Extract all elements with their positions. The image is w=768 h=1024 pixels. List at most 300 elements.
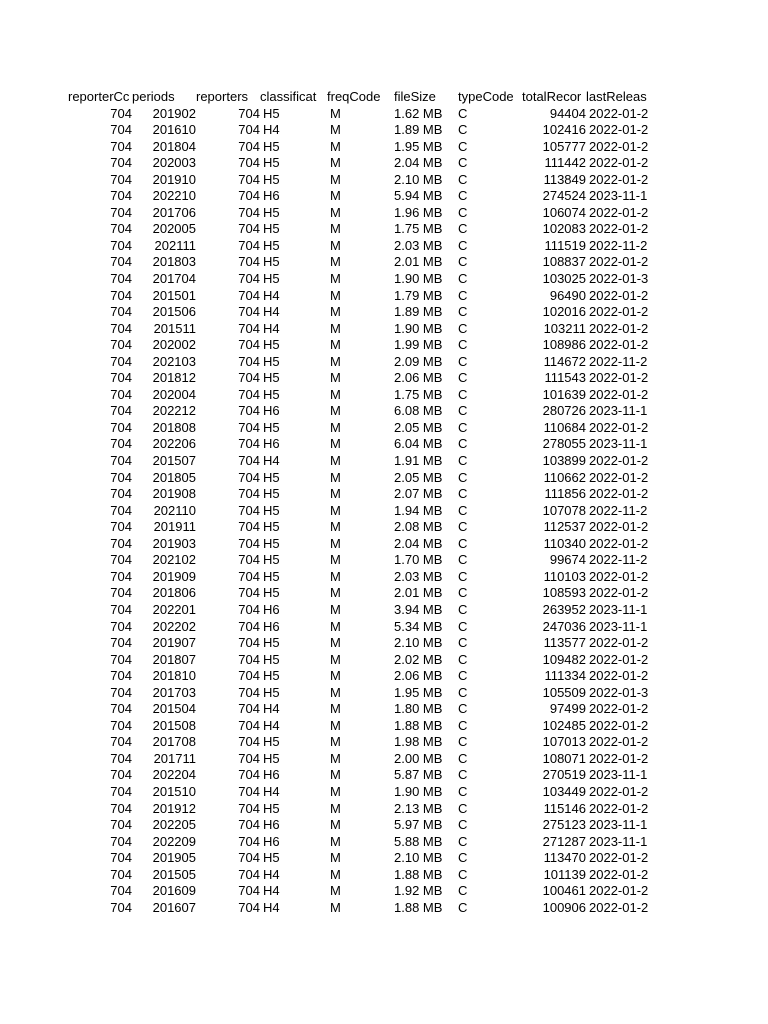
cell-period: 202004 <box>152 386 196 402</box>
cell-lastrelease: 2022-01-2 <box>589 419 649 435</box>
cell-reporters: 704 <box>238 899 260 915</box>
cell-typecode: C <box>458 271 468 287</box>
cell-classification: H5 <box>263 552 280 568</box>
cell-totalrecords: 111543 <box>544 370 586 386</box>
cell-totalrecords: 103899 <box>542 453 586 469</box>
cell-filesize: 2.07 MB <box>394 486 443 502</box>
cell-classification: H4 <box>263 320 280 336</box>
table-row <box>68 668 653 685</box>
cell-lastrelease: 2022-11-2 <box>589 237 648 253</box>
cell-typecode: C <box>458 568 468 584</box>
cell-freqcode: M <box>330 204 341 220</box>
cell-period: 201506 <box>152 304 196 320</box>
cell-typecode: C <box>458 734 468 750</box>
cell-reportercode: 704 <box>110 717 132 733</box>
cell-filesize: 2.00 MB <box>394 750 443 766</box>
cell-freqcode: M <box>330 585 341 601</box>
cell-period: 201803 <box>152 254 196 270</box>
table-body <box>68 106 653 917</box>
cell-freqcode: M <box>330 188 341 204</box>
cell-reportercode: 704 <box>110 701 132 717</box>
cell-period: 201610 <box>152 122 196 138</box>
cell-freqcode: M <box>330 767 341 783</box>
cell-reporters: 704 <box>238 254 260 270</box>
table-row <box>68 106 653 123</box>
cell-classification: H5 <box>263 155 280 171</box>
cell-period: 202002 <box>152 337 196 353</box>
cell-filesize: 5.34 MB <box>394 618 443 634</box>
cell-filesize: 1.88 MB <box>394 717 443 733</box>
table-row <box>68 751 653 768</box>
cell-classification: H5 <box>263 684 280 700</box>
cell-freqcode: M <box>330 601 341 617</box>
table-row <box>68 652 653 669</box>
cell-classification: H4 <box>263 701 280 717</box>
cell-filesize: 1.98 MB <box>394 734 443 750</box>
cell-filesize: 2.01 MB <box>394 254 443 270</box>
cell-lastrelease: 2022-01-2 <box>589 469 649 485</box>
cell-classification: H5 <box>263 254 280 270</box>
cell-typecode: C <box>458 419 468 435</box>
header-reportercode: reporterCc <box>68 89 130 104</box>
cell-classification: H6 <box>263 601 280 617</box>
cell-reporters: 704 <box>238 552 260 568</box>
cell-classification: H4 <box>263 783 280 799</box>
cell-lastrelease: 2022-01-2 <box>589 701 649 717</box>
cell-classification: H5 <box>263 734 280 750</box>
cell-reportercode: 704 <box>110 287 132 303</box>
table-row <box>68 172 653 189</box>
header-totalrecords: totalRecor <box>522 89 582 104</box>
cell-reporters: 704 <box>238 833 260 849</box>
cell-period: 202005 <box>152 221 196 237</box>
cell-filesize: 1.80 MB <box>394 701 443 717</box>
cell-lastrelease: 2022-01-2 <box>589 585 649 601</box>
table-row <box>68 519 653 536</box>
cell-freqcode: M <box>330 701 341 717</box>
cell-typecode: C <box>458 585 468 601</box>
cell-filesize: 6.04 MB <box>394 436 443 452</box>
cell-freqcode: M <box>330 469 341 485</box>
cell-freqcode: M <box>330 866 341 882</box>
cell-totalrecords: 110684 <box>543 419 586 435</box>
cell-lastrelease: 2022-01-2 <box>589 204 649 220</box>
table-row <box>68 817 653 834</box>
cell-lastrelease: 2022-01-2 <box>589 453 649 469</box>
cell-totalrecords: 280726 <box>542 403 586 419</box>
table-row <box>68 585 653 602</box>
cell-lastrelease: 2022-01-2 <box>589 171 649 187</box>
cell-reporters: 704 <box>238 188 260 204</box>
cell-lastrelease: 2022-01-2 <box>589 750 649 766</box>
cell-lastrelease: 2022-01-2 <box>589 800 649 816</box>
cell-reportercode: 704 <box>110 155 132 171</box>
header-typecode: typeCode <box>458 89 514 104</box>
table-row <box>68 354 653 371</box>
cell-filesize: 1.89 MB <box>394 304 443 320</box>
cell-freqcode: M <box>330 568 341 584</box>
cell-typecode: C <box>458 850 468 866</box>
cell-filesize: 5.87 MB <box>394 767 443 783</box>
cell-classification: H5 <box>263 800 280 816</box>
cell-typecode: C <box>458 684 468 700</box>
cell-totalrecords: 111442 <box>544 155 586 171</box>
cell-filesize: 1.75 MB <box>394 386 443 402</box>
cell-period: 202201 <box>152 601 196 617</box>
cell-freqcode: M <box>330 353 341 369</box>
cell-filesize: 5.94 MB <box>394 188 443 204</box>
cell-period: 201607 <box>152 899 196 915</box>
cell-freqcode: M <box>330 899 341 915</box>
cell-totalrecords: 102016 <box>542 304 586 320</box>
cell-filesize: 6.08 MB <box>394 403 443 419</box>
table-row <box>68 867 653 884</box>
header-classification: classificat <box>260 89 317 104</box>
cell-freqcode: M <box>330 817 341 833</box>
cell-filesize: 5.97 MB <box>394 817 443 833</box>
table-row <box>68 188 653 205</box>
cell-classification: H5 <box>263 535 280 551</box>
cell-totalrecords: 110340 <box>543 535 586 551</box>
cell-typecode: C <box>458 204 468 220</box>
cell-reportercode: 704 <box>110 221 132 237</box>
cell-classification: H4 <box>263 122 280 138</box>
table-row <box>68 387 653 404</box>
cell-period: 202003 <box>152 155 196 171</box>
cell-reporters: 704 <box>238 866 260 882</box>
cell-lastrelease: 2023-11-1 <box>589 833 648 849</box>
cell-classification: H5 <box>263 171 280 187</box>
table-row <box>68 139 653 156</box>
table-row <box>68 205 653 222</box>
cell-reporters: 704 <box>238 817 260 833</box>
cell-filesize: 2.06 MB <box>394 370 443 386</box>
cell-period: 201806 <box>152 585 196 601</box>
cell-totalrecords: 114672 <box>543 353 586 369</box>
cell-typecode: C <box>458 866 468 882</box>
cell-totalrecords: 275123 <box>542 817 586 833</box>
table-row <box>68 602 653 619</box>
cell-totalrecords: 105777 <box>542 138 586 154</box>
cell-reporters: 704 <box>238 568 260 584</box>
cell-lastrelease: 2022-01-2 <box>589 320 649 336</box>
cell-reportercode: 704 <box>110 370 132 386</box>
table-row <box>68 155 653 172</box>
cell-reportercode: 704 <box>110 304 132 320</box>
cell-reporters: 704 <box>238 502 260 518</box>
cell-reportercode: 704 <box>110 353 132 369</box>
cell-classification: H6 <box>263 188 280 204</box>
cell-period: 201908 <box>152 486 196 502</box>
cell-period: 201808 <box>152 419 196 435</box>
cell-typecode: C <box>458 403 468 419</box>
cell-reporters: 704 <box>238 337 260 353</box>
cell-lastrelease: 2022-11-2 <box>589 353 648 369</box>
cell-reportercode: 704 <box>110 734 132 750</box>
table-row <box>68 122 653 139</box>
cell-totalrecords: 96490 <box>549 287 586 303</box>
cell-reportercode: 704 <box>110 552 132 568</box>
cell-lastrelease: 2023-11-1 <box>589 817 648 833</box>
cell-freqcode: M <box>330 535 341 551</box>
cell-reportercode: 704 <box>110 138 132 154</box>
cell-typecode: C <box>458 535 468 551</box>
cell-totalrecords: 103025 <box>542 271 586 287</box>
cell-reportercode: 704 <box>110 271 132 287</box>
cell-totalrecords: 247036 <box>542 618 586 634</box>
cell-period: 201706 <box>152 204 196 220</box>
cell-classification: H5 <box>263 221 280 237</box>
cell-filesize: 1.90 MB <box>394 320 443 336</box>
cell-period: 201903 <box>152 535 196 551</box>
header-filesize: fileSize <box>394 89 436 104</box>
cell-classification: H4 <box>263 899 280 915</box>
cell-classification: H4 <box>263 304 280 320</box>
cell-period: 202103 <box>152 353 196 369</box>
cell-reporters: 704 <box>238 204 260 220</box>
table-row <box>68 420 653 437</box>
cell-typecode: C <box>458 750 468 766</box>
cell-typecode: C <box>458 800 468 816</box>
cell-typecode: C <box>458 783 468 799</box>
cell-freqcode: M <box>330 717 341 733</box>
cell-classification: H6 <box>263 767 280 783</box>
cell-totalrecords: 99674 <box>549 552 586 568</box>
cell-lastrelease: 2022-01-2 <box>589 519 649 535</box>
cell-totalrecords: 102416 <box>542 122 586 138</box>
cell-typecode: C <box>458 833 468 849</box>
table-row <box>68 321 653 338</box>
table-row <box>68 436 653 453</box>
cell-totalrecords: 107078 <box>542 502 586 518</box>
cell-lastrelease: 2022-01-3 <box>589 271 649 287</box>
cell-reportercode: 704 <box>110 502 132 518</box>
cell-reporters: 704 <box>238 353 260 369</box>
header-lastrelease: lastReleas <box>586 89 647 104</box>
cell-totalrecords: 108837 <box>542 254 586 270</box>
cell-typecode: C <box>458 436 468 452</box>
cell-totalrecords: 97499 <box>549 701 586 717</box>
cell-totalrecords: 94404 <box>549 105 586 121</box>
cell-typecode: C <box>458 635 468 651</box>
cell-period: 201810 <box>152 668 196 684</box>
cell-reportercode: 704 <box>110 436 132 452</box>
cell-filesize: 2.04 MB <box>394 535 443 551</box>
cell-classification: H4 <box>263 866 280 882</box>
cell-period: 202206 <box>152 436 196 452</box>
cell-typecode: C <box>458 519 468 535</box>
cell-reporters: 704 <box>238 122 260 138</box>
table-row <box>68 403 653 420</box>
cell-filesize: 2.01 MB <box>394 585 443 601</box>
cell-reporters: 704 <box>238 601 260 617</box>
cell-totalrecords: 102083 <box>542 221 586 237</box>
cell-reportercode: 704 <box>110 237 132 253</box>
cell-reporters: 704 <box>238 386 260 402</box>
cell-totalrecords: 110662 <box>543 469 586 485</box>
cell-reportercode: 704 <box>110 486 132 502</box>
cell-filesize: 1.62 MB <box>394 105 443 121</box>
cell-reporters: 704 <box>238 783 260 799</box>
cell-period: 201511 <box>153 320 196 336</box>
cell-period: 202212 <box>152 403 196 419</box>
cell-classification: H5 <box>263 469 280 485</box>
cell-lastrelease: 2022-01-2 <box>589 105 649 121</box>
cell-lastrelease: 2022-01-2 <box>589 568 649 584</box>
cell-typecode: C <box>458 221 468 237</box>
cell-totalrecords: 111856 <box>544 486 586 502</box>
cell-classification: H6 <box>263 403 280 419</box>
cell-classification: H5 <box>263 486 280 502</box>
cell-lastrelease: 2022-01-2 <box>589 287 649 303</box>
cell-reportercode: 704 <box>110 800 132 816</box>
table-row <box>68 254 653 271</box>
cell-typecode: C <box>458 817 468 833</box>
cell-filesize: 1.95 MB <box>394 684 443 700</box>
cell-period: 201703 <box>152 684 196 700</box>
cell-freqcode: M <box>330 436 341 452</box>
cell-filesize: 1.75 MB <box>394 221 443 237</box>
cell-reporters: 704 <box>238 585 260 601</box>
cell-period: 201507 <box>152 453 196 469</box>
cell-typecode: C <box>458 188 468 204</box>
cell-classification: H5 <box>263 502 280 518</box>
cell-typecode: C <box>458 486 468 502</box>
cell-reportercode: 704 <box>110 171 132 187</box>
cell-filesize: 2.13 MB <box>394 800 443 816</box>
cell-period: 201910 <box>152 171 196 187</box>
cell-freqcode: M <box>330 320 341 336</box>
cell-classification: H5 <box>263 204 280 220</box>
cell-period: 201907 <box>152 635 196 651</box>
cell-filesize: 1.88 MB <box>394 866 443 882</box>
cell-lastrelease: 2022-01-2 <box>589 221 649 237</box>
cell-filesize: 1.99 MB <box>394 337 443 353</box>
cell-totalrecords: 115146 <box>543 800 586 816</box>
cell-typecode: C <box>458 386 468 402</box>
cell-typecode: C <box>458 138 468 154</box>
cell-reporters: 704 <box>238 271 260 287</box>
header-periods: periods <box>132 89 175 104</box>
header-freqcode: freqCode <box>327 89 381 104</box>
cell-classification: H4 <box>263 883 280 899</box>
cell-reportercode: 704 <box>110 833 132 849</box>
cell-lastrelease: 2022-01-2 <box>589 535 649 551</box>
table-row <box>68 536 653 553</box>
cell-freqcode: M <box>330 486 341 502</box>
cell-classification: H4 <box>263 287 280 303</box>
cell-lastrelease: 2023-11-1 <box>589 188 648 204</box>
cell-period: 201704 <box>152 271 196 287</box>
table-row <box>68 883 653 900</box>
cell-reporters: 704 <box>238 138 260 154</box>
cell-lastrelease: 2022-01-2 <box>589 122 649 138</box>
table-row <box>68 900 653 917</box>
cell-typecode: C <box>458 287 468 303</box>
spreadsheet-page <box>68 89 668 916</box>
cell-period: 201807 <box>152 651 196 667</box>
cell-freqcode: M <box>330 684 341 700</box>
cell-lastrelease: 2022-01-2 <box>589 717 649 733</box>
cell-totalrecords: 274524 <box>542 188 586 204</box>
cell-typecode: C <box>458 618 468 634</box>
cell-reportercode: 704 <box>110 817 132 833</box>
cell-reportercode: 704 <box>110 635 132 651</box>
cell-freqcode: M <box>330 155 341 171</box>
cell-filesize: 1.90 MB <box>394 783 443 799</box>
cell-reporters: 704 <box>238 453 260 469</box>
cell-period: 201711 <box>153 750 196 766</box>
cell-reporters: 704 <box>238 883 260 899</box>
cell-reporters: 704 <box>238 370 260 386</box>
cell-reporters: 704 <box>238 651 260 667</box>
cell-reportercode: 704 <box>110 419 132 435</box>
cell-period: 201902 <box>152 105 196 121</box>
cell-reporters: 704 <box>238 750 260 766</box>
cell-filesize: 1.95 MB <box>394 138 443 154</box>
cell-classification: H5 <box>263 635 280 651</box>
cell-filesize: 2.06 MB <box>394 668 443 684</box>
cell-freqcode: M <box>330 668 341 684</box>
cell-totalrecords: 108986 <box>542 337 586 353</box>
cell-totalrecords: 101139 <box>543 866 586 882</box>
cell-filesize: 2.03 MB <box>394 237 443 253</box>
cell-reportercode: 704 <box>110 850 132 866</box>
cell-freqcode: M <box>330 850 341 866</box>
cell-freqcode: M <box>330 122 341 138</box>
cell-reporters: 704 <box>238 535 260 551</box>
cell-freqcode: M <box>330 254 341 270</box>
cell-freqcode: M <box>330 105 341 121</box>
cell-totalrecords: 109482 <box>542 651 586 667</box>
table-row <box>68 370 653 387</box>
cell-filesize: 2.05 MB <box>394 469 443 485</box>
cell-reportercode: 704 <box>110 204 132 220</box>
table-row <box>68 271 653 288</box>
cell-totalrecords: 278055 <box>542 436 586 452</box>
table-row <box>68 635 653 652</box>
table-row <box>68 767 653 784</box>
cell-reporters: 704 <box>238 800 260 816</box>
cell-typecode: C <box>458 237 468 253</box>
cell-period: 202204 <box>152 767 196 783</box>
cell-typecode: C <box>458 883 468 899</box>
table-row <box>68 619 653 636</box>
cell-filesize: 2.05 MB <box>394 419 443 435</box>
cell-lastrelease: 2022-01-2 <box>589 899 649 915</box>
cell-lastrelease: 2022-01-2 <box>589 386 649 402</box>
cell-freqcode: M <box>330 337 341 353</box>
cell-freqcode: M <box>330 237 341 253</box>
cell-reportercode: 704 <box>110 783 132 799</box>
cell-lastrelease: 2022-01-2 <box>589 734 649 750</box>
cell-typecode: C <box>458 502 468 518</box>
cell-typecode: C <box>458 651 468 667</box>
cell-totalrecords: 111334 <box>544 668 586 684</box>
table-row <box>68 850 653 867</box>
cell-lastrelease: 2022-11-2 <box>589 502 648 518</box>
cell-reportercode: 704 <box>110 453 132 469</box>
cell-reportercode: 704 <box>110 651 132 667</box>
table-row <box>68 238 653 255</box>
cell-lastrelease: 2022-01-2 <box>589 486 649 502</box>
cell-period: 201501 <box>152 287 196 303</box>
cell-reportercode: 704 <box>110 767 132 783</box>
cell-totalrecords: 101639 <box>542 386 586 402</box>
cell-reportercode: 704 <box>110 469 132 485</box>
cell-freqcode: M <box>330 370 341 386</box>
cell-typecode: C <box>458 105 468 121</box>
